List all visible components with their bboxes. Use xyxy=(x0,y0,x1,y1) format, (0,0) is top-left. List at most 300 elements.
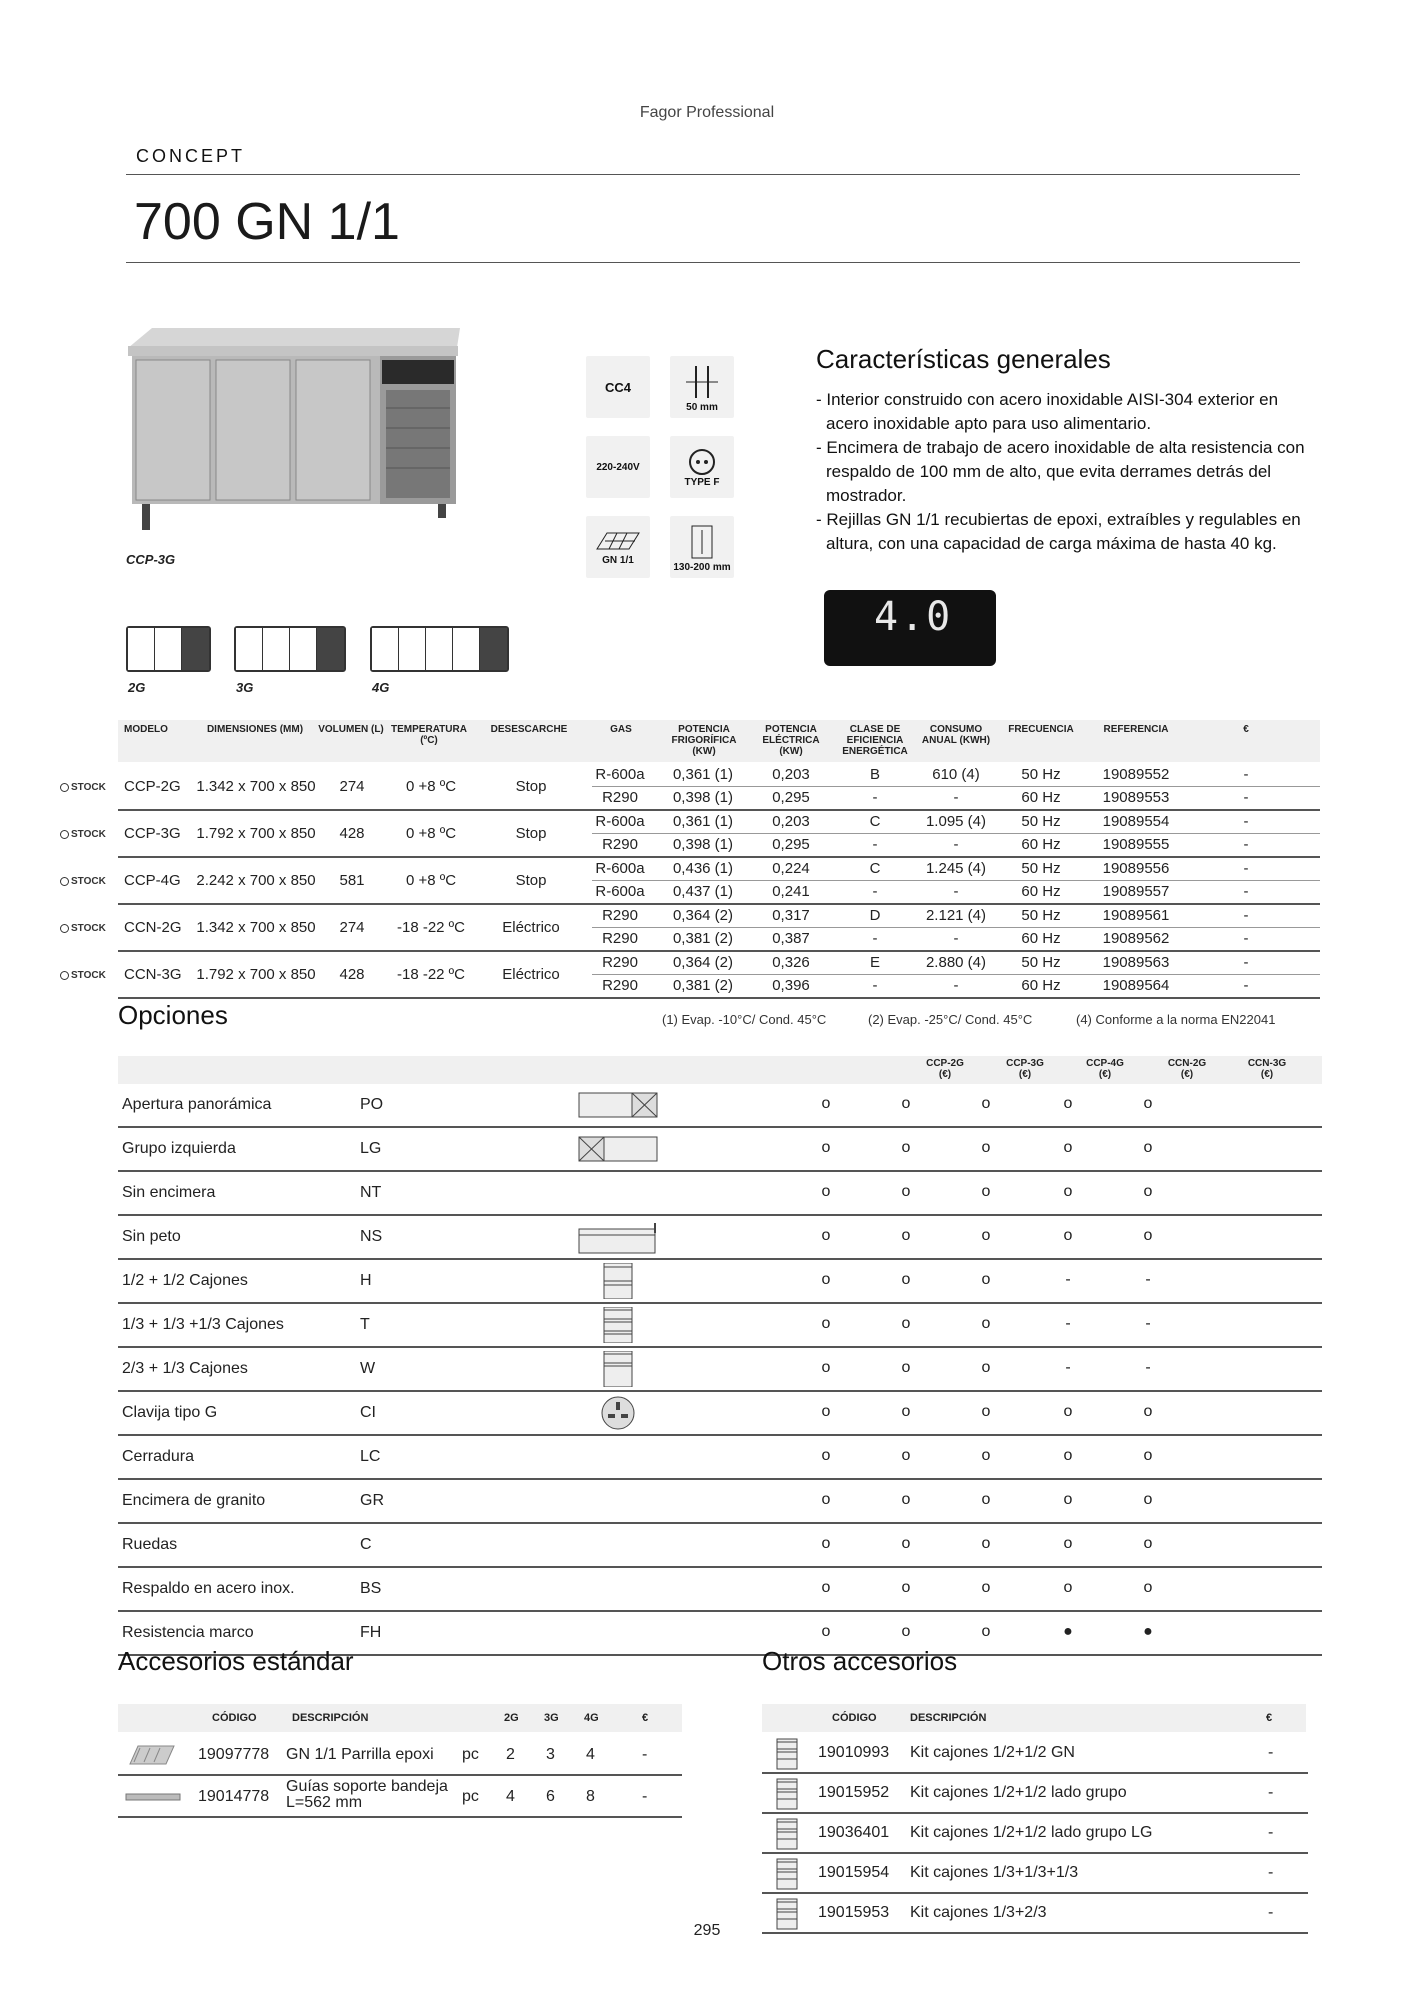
option-code: NT xyxy=(360,1184,382,1201)
table-cell: 0,398 (1) xyxy=(672,789,734,806)
cell-model: CCN-2G xyxy=(124,919,182,936)
stock-badge xyxy=(60,923,106,934)
column-header: CONSUMO ANUAL (KWH) xyxy=(921,724,991,746)
option-availability: o xyxy=(1063,1535,1073,1552)
cell-temp: -18 -22 ºC xyxy=(396,966,465,983)
column-header: DESESCARCHE xyxy=(490,724,568,735)
stock-label: STOCK xyxy=(71,876,106,887)
rail-icon xyxy=(124,1790,182,1804)
table-cell: - xyxy=(1243,789,1249,806)
column-header: CCP-4G (€) xyxy=(1086,1058,1124,1080)
config-2g-icon xyxy=(126,626,211,672)
option-row xyxy=(118,1392,1322,1436)
stock-badge xyxy=(60,782,106,793)
option-availability: - xyxy=(1145,1359,1151,1376)
option-availability: o xyxy=(981,1095,991,1112)
option-availability: o xyxy=(981,1183,991,1200)
cell-defrost: Stop xyxy=(515,872,547,889)
option-row xyxy=(118,1304,1322,1348)
left-unit-icon xyxy=(578,1135,658,1168)
table-cell: R-600a xyxy=(595,813,645,830)
option-code: LG xyxy=(360,1140,382,1157)
series-name: CONCEPT xyxy=(136,146,246,166)
drawers-icon xyxy=(578,1307,658,1348)
controller-display xyxy=(824,590,996,666)
config-3g-icon xyxy=(234,626,346,672)
option-availability: o xyxy=(981,1359,991,1376)
column-header: 3G xyxy=(544,1712,559,1724)
product-caption: CCP-3G xyxy=(126,552,176,567)
row-divider xyxy=(118,997,1320,999)
column-header: € xyxy=(1266,1712,1273,1724)
column-header: DESCRIPCIÓN xyxy=(910,1712,987,1724)
page-title: 700 GN 1/1 xyxy=(134,193,400,251)
table-cell: 60 Hz xyxy=(1021,930,1061,947)
characteristic-item: - Rejillas GN 1/1 recubiertas de epoxi, extraíbles y regulables en altura, con una capacidad de carga máxima de hasta 40 kg. xyxy=(816,510,1301,553)
option-availability: o xyxy=(981,1139,991,1156)
accessory-code: 19036401 xyxy=(818,1824,890,1841)
cell-vol: 274 xyxy=(339,778,365,795)
table-cell: 0,364 (2) xyxy=(672,954,734,971)
accessory-description: Kit cajones 1/2+1/2 lado grupo xyxy=(910,1784,1127,1801)
accessory-description: Kit cajones 1/2+1/2 GN xyxy=(910,1744,1075,1761)
option-availability: o xyxy=(1063,1183,1073,1200)
table-cell: 19089564 xyxy=(1102,977,1170,994)
option-availability: ● xyxy=(1143,1623,1153,1640)
option-availability: o xyxy=(901,1491,911,1508)
table-cell: 50 Hz xyxy=(1021,860,1061,877)
option-availability: o xyxy=(821,1139,831,1156)
option-name: 1/2 + 1/2 Cajones xyxy=(122,1272,248,1289)
option-availability: o xyxy=(821,1447,831,1464)
table-cell: - xyxy=(1243,954,1249,971)
option-availability: o xyxy=(1063,1227,1073,1244)
option-availability: o xyxy=(901,1183,911,1200)
cell-model: CCN-3G xyxy=(124,966,182,983)
option-availability: o xyxy=(901,1139,911,1156)
check-icon xyxy=(60,924,69,933)
config-label: 3G xyxy=(236,680,254,695)
accessory-price: - xyxy=(1268,1744,1274,1761)
accessory-code: 19010993 xyxy=(818,1744,890,1761)
std-accessories-title: Accesorios estándar xyxy=(118,1646,354,1676)
option-name: Sin peto xyxy=(122,1228,181,1245)
stock-label: STOCK xyxy=(71,970,106,981)
row-divider xyxy=(592,974,1320,975)
table-row xyxy=(762,1854,1308,1894)
option-availability: o xyxy=(981,1403,991,1420)
check-icon xyxy=(60,783,69,792)
option-code: T xyxy=(360,1316,370,1333)
accessory-code: 19015954 xyxy=(818,1864,890,1881)
table-cell: - xyxy=(872,836,878,853)
cell-defrost: Stop xyxy=(515,825,547,842)
option-availability: o xyxy=(1143,1183,1153,1200)
table-cell: 19089552 xyxy=(1102,766,1170,783)
table-cell: 0,326 xyxy=(772,954,810,971)
table-row: 19097778 GN 1/1 Parrilla epoxi pc 2 3 4 - xyxy=(118,1734,682,1776)
table-cell: 60 Hz xyxy=(1021,836,1061,853)
cell-temp: 0 +8 ºC xyxy=(405,778,457,795)
table-cell: - xyxy=(1243,930,1249,947)
table-cell: R-600a xyxy=(595,883,645,900)
accessory-price: - xyxy=(1268,1904,1274,1921)
option-name: Clavija tipo G xyxy=(122,1404,218,1421)
cell-temp: -18 -22 ºC xyxy=(396,919,465,936)
column-header: DESCRIPCIÓN xyxy=(292,1712,369,1724)
row-divider xyxy=(118,809,1320,811)
option-code: LC xyxy=(360,1448,381,1465)
option-row xyxy=(118,1348,1322,1392)
option-availability: o xyxy=(1143,1139,1153,1156)
row-divider xyxy=(592,786,1320,787)
option-availability: o xyxy=(901,1535,911,1552)
config-label: 4G xyxy=(372,680,390,695)
table-cell: - xyxy=(953,883,959,900)
table-cell: 1.095 (4) xyxy=(925,813,987,830)
table-cell: 19089562 xyxy=(1102,930,1170,947)
option-availability: - xyxy=(1145,1271,1151,1288)
table-cell: R290 xyxy=(602,789,638,806)
option-availability: o xyxy=(901,1447,911,1464)
table-cell: 19089556 xyxy=(1102,860,1170,877)
table-cell: 19089557 xyxy=(1102,883,1170,900)
row-divider xyxy=(118,903,1320,905)
option-row xyxy=(118,1216,1322,1260)
option-availability: o xyxy=(821,1623,831,1640)
options-title: Opciones xyxy=(118,1000,228,1030)
table-cell: 50 Hz xyxy=(1021,907,1061,924)
option-availability: o xyxy=(981,1579,991,1596)
option-name: Grupo izquierda xyxy=(122,1140,236,1157)
table-cell: C xyxy=(869,813,881,830)
option-availability: ● xyxy=(1063,1623,1073,1640)
column-header: CCN-2G (€) xyxy=(1167,1058,1207,1080)
option-availability: o xyxy=(901,1095,911,1112)
option-row xyxy=(118,1568,1322,1612)
table-cell: - xyxy=(953,836,959,853)
option-availability: o xyxy=(1143,1491,1153,1508)
option-availability: - xyxy=(1065,1271,1071,1288)
option-availability: o xyxy=(821,1227,831,1244)
table-cell: 50 Hz xyxy=(1021,766,1061,783)
grid-icon: GN 1/1 xyxy=(586,516,650,578)
option-availability: o xyxy=(901,1315,911,1332)
table-cell: 0,387 xyxy=(772,930,810,947)
table-cell: - xyxy=(1243,860,1249,877)
column-header: POTENCIA ELÉCTRICA (KW) xyxy=(762,724,820,757)
table-cell: R290 xyxy=(602,930,638,947)
cell-model: CCP-2G xyxy=(124,778,181,795)
option-name: Resistencia marco xyxy=(122,1624,254,1641)
table-cell: - xyxy=(1243,883,1249,900)
option-code: W xyxy=(360,1360,376,1377)
table-cell: 19089554 xyxy=(1102,813,1170,830)
option-availability: o xyxy=(821,1535,831,1552)
option-availability: - xyxy=(1065,1315,1071,1332)
table-cell: R-600a xyxy=(595,860,645,877)
table-row: 19014778 Guías soporte bandeja L=562 mm pc 4 6 8 - xyxy=(118,1776,682,1818)
product-image xyxy=(124,318,464,538)
table-cell: 0,203 xyxy=(772,766,810,783)
cell-defrost: Stop xyxy=(515,778,547,795)
option-code: PO xyxy=(360,1096,384,1113)
option-code: BS xyxy=(360,1580,382,1597)
table-cell: - xyxy=(872,977,878,994)
stock-badge xyxy=(60,829,106,840)
option-availability: - xyxy=(1145,1315,1151,1332)
option-code: NS xyxy=(360,1228,383,1245)
page-number: 295 xyxy=(693,1922,721,1939)
table-cell: D xyxy=(869,907,881,924)
row-divider xyxy=(592,880,1320,881)
table-cell: 19089563 xyxy=(1102,954,1170,971)
column-header: REFERENCIA xyxy=(1103,724,1169,735)
option-name: Cerradura xyxy=(122,1448,195,1465)
option-availability: o xyxy=(1143,1447,1153,1464)
option-availability: o xyxy=(901,1271,911,1288)
table-cell: 0,398 (1) xyxy=(672,836,734,853)
display-value: 4.0 xyxy=(874,594,953,640)
option-name: Ruedas xyxy=(122,1536,178,1553)
table-row xyxy=(762,1774,1308,1814)
footnote: (4) Conforme a la norma EN22041 xyxy=(1076,1012,1276,1027)
option-row xyxy=(118,1480,1322,1524)
table-cell: 60 Hz xyxy=(1021,883,1061,900)
table-cell: R290 xyxy=(602,907,638,924)
table-cell: - xyxy=(872,930,878,947)
brand-name: Fagor Professional xyxy=(639,104,775,121)
option-availability: o xyxy=(901,1403,911,1420)
option-name: Respaldo en acero inox. xyxy=(122,1580,295,1597)
column-header: TEMPERATURA (ºC) xyxy=(391,724,467,746)
option-availability: o xyxy=(821,1491,831,1508)
table-cell: - xyxy=(1243,766,1249,783)
option-name: Apertura panorámica xyxy=(122,1096,272,1113)
other-accessories-title: Otros accesorios xyxy=(762,1646,958,1676)
check-icon xyxy=(60,830,69,839)
cell-model: CCP-3G xyxy=(124,825,181,842)
stock-label: STOCK xyxy=(71,782,106,793)
option-availability: o xyxy=(1063,1139,1073,1156)
option-row xyxy=(118,1084,1322,1128)
column-header: CÓDIGO xyxy=(832,1712,877,1724)
option-availability: o xyxy=(1063,1491,1073,1508)
option-availability: o xyxy=(1063,1579,1073,1596)
characteristic-item: - Encimera de trabajo de acero inoxidable de alta resistencia con respaldo de 100 mm de alto, que evita derrames detrás del mostrador. xyxy=(816,438,1305,505)
row-divider xyxy=(592,927,1320,928)
cell-vol: 581 xyxy=(339,872,365,889)
height-icon: 130-200 mm xyxy=(670,516,734,578)
option-availability: o xyxy=(981,1447,991,1464)
column-header: VOLUMEN (L) xyxy=(318,724,384,735)
option-availability: o xyxy=(821,1359,831,1376)
table-cell: C xyxy=(869,860,881,877)
option-row xyxy=(118,1172,1322,1216)
option-availability: o xyxy=(981,1227,991,1244)
option-availability: o xyxy=(901,1579,911,1596)
characteristic-item: - Interior construido con acero inoxidable AISI-304 exterior en acero inoxidable apto para uso alimentario. xyxy=(816,390,1279,433)
drawer-kit-icon xyxy=(776,1858,798,1895)
option-availability: o xyxy=(981,1491,991,1508)
column-header: CCP-2G (€) xyxy=(926,1058,964,1080)
cell-dim: 2.242 x 700 x 850 xyxy=(196,872,316,889)
option-code: GR xyxy=(360,1492,384,1509)
cell-temp: 0 +8 ºC xyxy=(405,872,457,889)
table-row xyxy=(762,1734,1308,1774)
table-cell: 60 Hz xyxy=(1021,977,1061,994)
option-row xyxy=(118,1436,1322,1480)
check-icon xyxy=(60,971,69,980)
drawers-icon xyxy=(578,1351,658,1392)
option-row xyxy=(118,1524,1322,1568)
option-availability: o xyxy=(1063,1447,1073,1464)
cell-vol: 428 xyxy=(339,825,365,842)
option-availability: o xyxy=(901,1623,911,1640)
table-cell: - xyxy=(1243,907,1249,924)
option-code: C xyxy=(360,1536,372,1553)
table-cell: - xyxy=(872,883,878,900)
column-header: CCN-3G (€) xyxy=(1247,1058,1287,1080)
table-cell: 60 Hz xyxy=(1021,789,1061,806)
cell-dim: 1.342 x 700 x 850 xyxy=(196,919,316,936)
option-availability: o xyxy=(821,1271,831,1288)
option-availability: o xyxy=(1143,1227,1153,1244)
table-cell: - xyxy=(953,789,959,806)
table-cell: 0,381 (2) xyxy=(672,977,734,994)
option-name: 2/3 + 1/3 Cajones xyxy=(122,1360,248,1377)
column-header: POTENCIA FRIGORÍFICA (KW) xyxy=(671,724,737,757)
cell-dim: 1.342 x 700 x 850 xyxy=(196,778,316,795)
table-cell: 0,361 (1) xyxy=(672,813,734,830)
option-name: 1/3 + 1/3 +1/3 Cajones xyxy=(122,1316,284,1333)
column-header: CCP-3G (€) xyxy=(1006,1058,1044,1080)
accessory-price: - xyxy=(1268,1864,1274,1881)
column-header: MODELO xyxy=(124,724,168,735)
table-cell: 2.880 (4) xyxy=(925,954,987,971)
row-divider xyxy=(592,833,1320,834)
table-cell: 1.245 (4) xyxy=(925,860,987,877)
table-cell: 0,364 (2) xyxy=(672,907,734,924)
option-name: Sin encimera xyxy=(122,1184,216,1201)
stock-label: STOCK xyxy=(71,829,106,840)
table-cell: R290 xyxy=(602,954,638,971)
cell-temp: 0 +8 ºC xyxy=(405,825,457,842)
option-availability: o xyxy=(1143,1535,1153,1552)
divider xyxy=(126,174,1300,175)
cell-dim: 1.792 x 700 x 850 xyxy=(196,825,316,842)
characteristics-title: Características generales xyxy=(816,344,1111,374)
table-cell: 0,317 xyxy=(772,907,810,924)
table-cell: 0,381 (2) xyxy=(672,930,734,947)
cell-defrost: Eléctrico xyxy=(502,919,560,936)
plug-icon: TYPE F xyxy=(670,436,734,498)
characteristics-list xyxy=(816,388,1316,556)
table-cell: 0,203 xyxy=(772,813,810,830)
accessory-description: Kit cajones 1/3+1/3+1/3 xyxy=(910,1864,1079,1881)
column-header: 2G xyxy=(504,1712,519,1724)
option-availability: o xyxy=(1143,1095,1153,1112)
accessory-description: Kit cajones 1/3+2/3 xyxy=(910,1904,1047,1921)
table-cell: 0,436 (1) xyxy=(672,860,734,877)
options-header xyxy=(118,1056,1322,1084)
column-header: € xyxy=(642,1712,649,1724)
table-cell: - xyxy=(1243,977,1249,994)
cell-defrost: Eléctrico xyxy=(502,966,560,983)
option-code: H xyxy=(360,1272,372,1289)
panoramic-door-icon xyxy=(578,1091,658,1124)
table-cell: - xyxy=(953,930,959,947)
row-divider xyxy=(118,950,1320,952)
stock-badge xyxy=(60,970,106,981)
insulation-icon: 50 mm xyxy=(670,356,734,418)
column-header: CÓDIGO xyxy=(212,1712,257,1724)
option-availability: o xyxy=(981,1535,991,1552)
table-cell: 2.121 (4) xyxy=(925,907,987,924)
option-availability: o xyxy=(821,1183,831,1200)
table-cell: - xyxy=(953,977,959,994)
option-availability: o xyxy=(1063,1403,1073,1420)
table-cell: R290 xyxy=(602,836,638,853)
table-cell: 19089555 xyxy=(1102,836,1170,853)
option-row xyxy=(118,1128,1322,1172)
drawers-icon xyxy=(578,1263,658,1304)
table-cell: R290 xyxy=(602,977,638,994)
config-4g-icon xyxy=(370,626,509,672)
table-row xyxy=(762,1814,1308,1854)
option-availability: o xyxy=(901,1359,911,1376)
table-cell: - xyxy=(1243,813,1249,830)
column-header: GAS xyxy=(610,724,632,735)
option-availability: o xyxy=(981,1315,991,1332)
option-code: CI xyxy=(360,1404,376,1421)
plug-type-g-icon xyxy=(578,1396,658,1435)
option-availability: o xyxy=(981,1623,991,1640)
option-availability: o xyxy=(821,1095,831,1112)
table-cell: 50 Hz xyxy=(1021,813,1061,830)
drawer-kit-icon xyxy=(776,1818,798,1855)
option-availability: o xyxy=(1143,1579,1153,1596)
accessory-description: Kit cajones 1/2+1/2 lado grupo LG xyxy=(910,1824,1153,1841)
table-cell: B xyxy=(869,766,880,783)
option-code: FH xyxy=(360,1624,382,1641)
option-availability: o xyxy=(1063,1095,1073,1112)
option-availability: o xyxy=(981,1271,991,1288)
table-cell: 0,295 xyxy=(772,836,810,853)
row-divider xyxy=(118,856,1320,858)
stock-badge xyxy=(60,876,106,887)
accessory-price: - xyxy=(1268,1784,1274,1801)
table-cell: 0,224 xyxy=(772,860,810,877)
footnote: (2) Evap. -25°C/ Cond. 45°C xyxy=(868,1012,1033,1027)
table-cell: R-600a xyxy=(595,766,645,783)
option-name: Encimera de granito xyxy=(122,1492,266,1509)
cell-vol: 428 xyxy=(339,966,365,983)
option-availability: o xyxy=(821,1315,831,1332)
accessory-code: 19015953 xyxy=(818,1904,890,1921)
divider xyxy=(126,262,1300,263)
check-icon xyxy=(60,877,69,886)
table-cell: 0,295 xyxy=(772,789,810,806)
table-cell: 0,241 xyxy=(772,883,810,900)
config-label: 2G xyxy=(128,680,146,695)
no-backsplash-icon xyxy=(578,1223,658,1260)
option-availability: o xyxy=(821,1579,831,1596)
column-header: FRECUENCIA xyxy=(1008,724,1074,735)
cell-vol: 274 xyxy=(339,919,365,936)
table-cell: 0,396 xyxy=(772,977,810,994)
footnote: (1) Evap. -10°C/ Cond. 45°C xyxy=(662,1012,827,1027)
